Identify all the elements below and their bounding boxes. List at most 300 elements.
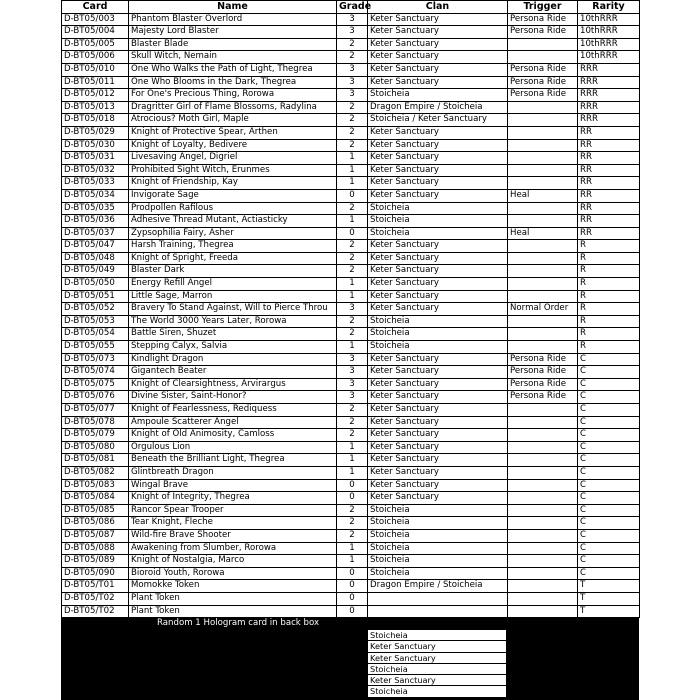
cell-name: Knight of Protective Spear, Arthen xyxy=(129,126,337,139)
cell-name: Knight of Fearlessness, Rediquess xyxy=(129,404,337,417)
cell-card: D-BT05/080 xyxy=(62,441,129,454)
cell-name: Plant Token xyxy=(129,605,337,618)
cell-grade: 0 xyxy=(337,592,368,605)
cell-grade: 3 xyxy=(337,63,368,76)
cell-rarity: R xyxy=(578,252,640,265)
cell-clan: Keter Sanctuary xyxy=(368,265,508,278)
cell-grade: 3 xyxy=(337,13,368,26)
cell-card: D-BT05/050 xyxy=(62,278,129,291)
cell-card: D-BT05/010 xyxy=(62,63,129,76)
cell-rarity: C xyxy=(578,416,640,429)
cell-trigger xyxy=(508,290,578,303)
cell-trigger xyxy=(508,164,578,177)
cell-rarity: R xyxy=(578,303,640,316)
cell-card: D-BT05/035 xyxy=(62,202,129,215)
cell-card: D-BT05/003 xyxy=(62,13,129,26)
cell-clan: Stoicheia xyxy=(368,517,508,530)
cell-grade: 2 xyxy=(337,517,368,530)
cell-rarity: RR xyxy=(578,164,640,177)
table-row xyxy=(62,492,640,505)
cell-trigger: Normal Order xyxy=(508,303,578,316)
table-body xyxy=(62,13,640,618)
table-row xyxy=(62,303,640,316)
cell-grade: 1 xyxy=(337,466,368,479)
cell-clan: Keter Sanctuary xyxy=(368,38,508,51)
cell-name: Knight of Nostalgia, Marco xyxy=(129,555,337,568)
cell-trigger: Persona Ride xyxy=(508,391,578,404)
cell-clan: Stoicheia xyxy=(368,89,508,102)
cell-clan: Keter Sanctuary xyxy=(368,479,508,492)
cell-clan: Keter Sanctuary xyxy=(368,303,508,316)
table-row xyxy=(62,466,640,479)
cell-name: Blaster Blade xyxy=(129,38,337,51)
table-row xyxy=(62,504,640,517)
table-row xyxy=(62,38,640,51)
cell-card: D-BT05/037 xyxy=(62,227,129,240)
cell-grade: 3 xyxy=(337,353,368,366)
cell-rarity: C xyxy=(578,366,640,379)
table-row xyxy=(62,454,640,467)
cell-rarity: C xyxy=(578,479,640,492)
cell-card: D-BT05/079 xyxy=(62,429,129,442)
cell-name: Wild-fire Brave Shooter xyxy=(129,529,337,542)
cell-rarity: RR xyxy=(578,139,640,152)
cell-rarity: RRR xyxy=(578,76,640,89)
cell-clan: Stoicheia xyxy=(368,215,508,228)
table-row xyxy=(62,315,640,328)
cell-trigger: Persona Ride xyxy=(508,13,578,26)
cell-trigger xyxy=(508,404,578,417)
cell-trigger: Persona Ride xyxy=(508,63,578,76)
cell-name: The World 3000 Years Later, Rorowa xyxy=(129,315,337,328)
cell-clan: Dragon Empire / Stoicheia xyxy=(368,580,508,593)
cell-grade: 1 xyxy=(337,341,368,354)
cell-name: Gigantech Beater xyxy=(129,366,337,379)
cell-grade: 1 xyxy=(337,290,368,303)
cell-rarity: RRR xyxy=(578,101,640,114)
cell-clan: Keter Sanctuary xyxy=(368,177,508,190)
cell-clan: Stoicheia xyxy=(368,567,508,580)
cell-card: D-BT05/T02 xyxy=(62,592,129,605)
cell-grade: 2 xyxy=(337,265,368,278)
cell-grade: 2 xyxy=(337,38,368,51)
header-grade: Grade xyxy=(337,1,368,14)
cell-name: Battle Siren, Shuzet xyxy=(129,328,337,341)
table-row xyxy=(62,278,640,291)
cell-card: D-BT05/085 xyxy=(62,504,129,517)
cell-rarity: C xyxy=(578,504,640,517)
cell-clan: Keter Sanctuary xyxy=(368,13,508,26)
table-row xyxy=(62,416,640,429)
cell-trigger xyxy=(508,202,578,215)
cell-trigger xyxy=(508,38,578,51)
cell-trigger xyxy=(508,529,578,542)
cell-name: Stepping Calyx, Salvia xyxy=(129,341,337,354)
cell-card: D-BT05/033 xyxy=(62,177,129,190)
cell-rarity: C xyxy=(578,429,640,442)
cell-name: Knight of Clearsightness, Arvirargus xyxy=(129,378,337,391)
cell-trigger xyxy=(508,152,578,165)
header-trigger: Trigger xyxy=(508,1,578,14)
card-list-sheet xyxy=(61,0,639,700)
cell-grade: 3 xyxy=(337,366,368,379)
cell-card: D-BT05/031 xyxy=(62,152,129,165)
cell-card: D-BT05/090 xyxy=(62,567,129,580)
cell-clan xyxy=(368,605,508,618)
cell-card: D-BT05/077 xyxy=(62,404,129,417)
cell-rarity: R xyxy=(578,341,640,354)
table-row xyxy=(62,479,640,492)
cell-card: D-BT05/018 xyxy=(62,114,129,127)
cell-card: D-BT05/005 xyxy=(62,38,129,51)
cell-grade: 3 xyxy=(337,89,368,102)
cell-card: D-BT05/051 xyxy=(62,290,129,303)
cell-name: Skull Witch, Nemain xyxy=(129,51,337,64)
cell-rarity: RR xyxy=(578,202,640,215)
cell-name: Blaster Dark xyxy=(129,265,337,278)
cell-trigger xyxy=(508,441,578,454)
cell-trigger xyxy=(508,328,578,341)
cell-rarity: R xyxy=(578,265,640,278)
cell-card: D-BT05/012 xyxy=(62,89,129,102)
cell-clan: Keter Sanctuary xyxy=(368,353,508,366)
cell-grade: 3 xyxy=(337,378,368,391)
cell-rarity: R xyxy=(578,328,640,341)
cell-grade: 3 xyxy=(337,391,368,404)
cell-name: One Who Blooms in the Dark, Thegrea xyxy=(129,76,337,89)
cell-trigger xyxy=(508,542,578,555)
cell-trigger xyxy=(508,101,578,114)
table-row xyxy=(62,328,640,341)
cell-grade: 0 xyxy=(337,580,368,593)
table-row xyxy=(62,391,640,404)
footer-area xyxy=(61,617,639,700)
cell-card: D-BT05/048 xyxy=(62,252,129,265)
cell-name: Wingal Brave xyxy=(129,479,337,492)
cell-rarity: C xyxy=(578,391,640,404)
cell-card: D-BT05/089 xyxy=(62,555,129,568)
footer-clan-row xyxy=(368,675,507,686)
cell-card: D-BT05/054 xyxy=(62,328,129,341)
cell-clan: Keter Sanctuary xyxy=(368,404,508,417)
footer-clan-row xyxy=(368,641,507,652)
cell-card: D-BT05/004 xyxy=(62,26,129,39)
cell-name: Knight of Spright, Freeda xyxy=(129,252,337,265)
cell-rarity: R xyxy=(578,240,640,253)
footer-clan-list xyxy=(367,629,507,698)
cell-clan: Keter Sanctuary xyxy=(368,51,508,64)
cell-grade: 2 xyxy=(337,51,368,64)
cell-card: D-BT05/086 xyxy=(62,517,129,530)
cell-grade: 2 xyxy=(337,240,368,253)
cell-name: Prohibited Sight Witch, Erunmes xyxy=(129,164,337,177)
cell-trigger xyxy=(508,278,578,291)
table-row xyxy=(62,592,640,605)
cell-clan: Keter Sanctuary xyxy=(368,139,508,152)
cell-trigger: Persona Ride xyxy=(508,366,578,379)
cell-card: D-BT05/036 xyxy=(62,215,129,228)
table-row xyxy=(62,567,640,580)
cell-trigger xyxy=(508,429,578,442)
cell-clan: Stoicheia xyxy=(368,341,508,354)
cell-grade: 2 xyxy=(337,252,368,265)
cell-trigger xyxy=(508,114,578,127)
cell-clan: Keter Sanctuary xyxy=(368,240,508,253)
cell-name: Zypsophilia Fairy, Asher xyxy=(129,227,337,240)
table-row xyxy=(62,240,640,253)
footer-clan-row xyxy=(368,686,507,697)
cell-trigger xyxy=(508,215,578,228)
cell-rarity: C xyxy=(578,378,640,391)
cell-clan: Keter Sanctuary xyxy=(368,152,508,165)
table-row xyxy=(62,252,640,265)
cell-clan: Keter Sanctuary xyxy=(368,441,508,454)
cell-card: D-BT05/011 xyxy=(62,76,129,89)
table-row xyxy=(62,89,640,102)
cell-card: D-BT05/052 xyxy=(62,303,129,316)
cell-grade: 2 xyxy=(337,126,368,139)
table-row xyxy=(62,378,640,391)
table-row xyxy=(62,429,640,442)
cell-rarity: RR xyxy=(578,152,640,165)
cell-card: D-BT05/047 xyxy=(62,240,129,253)
cell-clan: Stoicheia xyxy=(368,542,508,555)
cell-rarity: RR xyxy=(578,177,640,190)
cell-rarity: C xyxy=(578,517,640,530)
cell-trigger xyxy=(508,454,578,467)
cell-clan: Keter Sanctuary xyxy=(368,366,508,379)
table-row xyxy=(62,76,640,89)
cell-rarity: T xyxy=(578,592,640,605)
cell-rarity: T xyxy=(578,605,640,618)
cell-grade: 0 xyxy=(337,227,368,240)
table-row xyxy=(62,227,640,240)
cell-name: Little Sage, Marron xyxy=(129,290,337,303)
cell-grade: 2 xyxy=(337,114,368,127)
cell-grade: 2 xyxy=(337,529,368,542)
cell-rarity: C xyxy=(578,466,640,479)
cell-grade: 1 xyxy=(337,441,368,454)
cell-rarity: 10thRRR xyxy=(578,13,640,26)
cell-name: One Who Walks the Path of Light, Thegrea xyxy=(129,63,337,76)
cell-rarity: C xyxy=(578,555,640,568)
cell-name: Beneath the Brilliant Light, Thegrea xyxy=(129,454,337,467)
cell-card: D-BT05/073 xyxy=(62,353,129,366)
header-rarity: Rarity xyxy=(578,1,640,14)
cell-clan: Stoicheia / Keter Sanctuary xyxy=(368,114,508,127)
table-row xyxy=(62,353,640,366)
cell-rarity: C xyxy=(578,492,640,505)
cell-rarity: R xyxy=(578,278,640,291)
cell-grade: 0 xyxy=(337,492,368,505)
cell-name: Invigorate Sage xyxy=(129,189,337,202)
cell-card: D-BT05/087 xyxy=(62,529,129,542)
footer-clan-cell: Stoicheia xyxy=(368,686,507,697)
cell-rarity: RR xyxy=(578,227,640,240)
cell-name: Prodpollen Rafilous xyxy=(129,202,337,215)
header-name: Name xyxy=(129,1,337,14)
cell-name: Bioroid Youth, Rorowa xyxy=(129,567,337,580)
cell-trigger xyxy=(508,479,578,492)
table-row xyxy=(62,290,640,303)
cell-clan: Stoicheia xyxy=(368,504,508,517)
table-row xyxy=(62,63,640,76)
cell-name: Tear Knight, Fleche xyxy=(129,517,337,530)
table-row xyxy=(62,126,640,139)
table-row xyxy=(62,177,640,190)
cell-grade: 0 xyxy=(337,567,368,580)
cell-rarity: RR xyxy=(578,126,640,139)
table-row xyxy=(62,529,640,542)
cell-rarity: 10thRRR xyxy=(578,26,640,39)
footer-clan-row xyxy=(368,652,507,663)
cell-card: D-BT05/075 xyxy=(62,378,129,391)
cell-rarity: 10thRRR xyxy=(578,38,640,51)
cell-grade: 2 xyxy=(337,404,368,417)
table-row xyxy=(62,555,640,568)
footer-clan-cell: Keter Sanctuary xyxy=(368,675,507,686)
cell-card: D-BT05/078 xyxy=(62,416,129,429)
cell-grade: 2 xyxy=(337,202,368,215)
cell-clan: Keter Sanctuary xyxy=(368,416,508,429)
cell-grade: 1 xyxy=(337,278,368,291)
cell-grade: 0 xyxy=(337,189,368,202)
table-row xyxy=(62,189,640,202)
cell-card: D-BT05/076 xyxy=(62,391,129,404)
cell-card: D-BT05/088 xyxy=(62,542,129,555)
cell-trigger: Heal xyxy=(508,227,578,240)
cell-grade: 1 xyxy=(337,177,368,190)
cell-card: D-BT05/030 xyxy=(62,139,129,152)
cell-clan: Keter Sanctuary xyxy=(368,429,508,442)
cell-grade: 2 xyxy=(337,328,368,341)
cell-grade: 2 xyxy=(337,139,368,152)
cell-clan: Keter Sanctuary xyxy=(368,290,508,303)
table-row xyxy=(62,152,640,165)
footer-clan-cell: Stoicheia xyxy=(368,663,507,674)
cell-name: For One's Precious Thing, Rorowa xyxy=(129,89,337,102)
table-row xyxy=(62,341,640,354)
cell-card: D-BT05/053 xyxy=(62,315,129,328)
cell-grade: 1 xyxy=(337,555,368,568)
cell-trigger xyxy=(508,240,578,253)
cell-clan xyxy=(368,592,508,605)
cell-rarity: C xyxy=(578,404,640,417)
cell-trigger xyxy=(508,492,578,505)
cell-name: Orgulous Lion xyxy=(129,441,337,454)
cell-clan: Keter Sanctuary xyxy=(368,76,508,89)
cell-grade: 1 xyxy=(337,542,368,555)
cell-clan: Keter Sanctuary xyxy=(368,391,508,404)
cell-name: Energy Refill Angel xyxy=(129,278,337,291)
cell-trigger xyxy=(508,592,578,605)
cell-trigger xyxy=(508,265,578,278)
cell-clan: Keter Sanctuary xyxy=(368,278,508,291)
cell-trigger: Persona Ride xyxy=(508,26,578,39)
cell-card: D-BT05/083 xyxy=(62,479,129,492)
cell-clan: Dragon Empire / Stoicheia xyxy=(368,101,508,114)
cell-grade: 1 xyxy=(337,215,368,228)
cell-clan: Keter Sanctuary xyxy=(368,26,508,39)
cell-name: Knight of Loyalty, Bedivere xyxy=(129,139,337,152)
cell-name: Knight of Integrity, Thegrea xyxy=(129,492,337,505)
cell-clan: Stoicheia xyxy=(368,529,508,542)
cell-card: D-BT05/T01 xyxy=(62,580,129,593)
cell-rarity: 10thRRR xyxy=(578,51,640,64)
table-row xyxy=(62,542,640,555)
table-row xyxy=(62,441,640,454)
cell-name: Phantom Blaster Overlord xyxy=(129,13,337,26)
cell-trigger xyxy=(508,567,578,580)
cell-card: D-BT05/055 xyxy=(62,341,129,354)
cell-grade: 2 xyxy=(337,504,368,517)
cell-trigger xyxy=(508,580,578,593)
footer-clan-cell: Keter Sanctuary xyxy=(368,641,507,652)
cell-trigger xyxy=(508,252,578,265)
cell-trigger xyxy=(508,51,578,64)
footer-clan-row xyxy=(368,630,507,641)
cell-card: D-BT05/082 xyxy=(62,466,129,479)
table-row xyxy=(62,605,640,618)
header-card: Card xyxy=(62,1,129,14)
table-row xyxy=(62,265,640,278)
cell-name: Knight of Friendship, Kay xyxy=(129,177,337,190)
cell-trigger xyxy=(508,177,578,190)
table-row xyxy=(62,101,640,114)
cell-rarity: C xyxy=(578,542,640,555)
cell-grade: 3 xyxy=(337,76,368,89)
cell-clan: Stoicheia xyxy=(368,328,508,341)
cell-card: D-BT05/029 xyxy=(62,126,129,139)
cell-name: Bravery To Stand Against, Will to Pierce Throu xyxy=(129,303,337,316)
footer-clan-cell: Keter Sanctuary xyxy=(368,652,507,663)
cell-trigger: Heal xyxy=(508,189,578,202)
cell-card: D-BT05/T02 xyxy=(62,605,129,618)
cell-rarity: C xyxy=(578,567,640,580)
cell-name: Adhesive Thread Mutant, Actiasticky xyxy=(129,215,337,228)
cell-grade: 0 xyxy=(337,479,368,492)
cell-grade: 2 xyxy=(337,315,368,328)
cell-clan: Keter Sanctuary xyxy=(368,252,508,265)
table-row xyxy=(62,202,640,215)
cell-name: Dragritter Girl of Flame Blossoms, Radylina xyxy=(129,101,337,114)
cell-trigger xyxy=(508,315,578,328)
cell-card: D-BT05/032 xyxy=(62,164,129,177)
table-row xyxy=(62,139,640,152)
cell-grade: 3 xyxy=(337,303,368,316)
cell-trigger xyxy=(508,139,578,152)
table-row xyxy=(62,164,640,177)
cell-clan: Keter Sanctuary xyxy=(368,126,508,139)
cell-card: D-BT05/084 xyxy=(62,492,129,505)
cell-rarity: RRR xyxy=(578,63,640,76)
cell-grade: 1 xyxy=(337,164,368,177)
cell-grade: 2 xyxy=(337,101,368,114)
cell-rarity: RRR xyxy=(578,89,640,102)
cell-rarity: C xyxy=(578,441,640,454)
cell-card: D-BT05/074 xyxy=(62,366,129,379)
cell-card: D-BT05/081 xyxy=(62,454,129,467)
cell-rarity: C xyxy=(578,529,640,542)
cell-card: D-BT05/049 xyxy=(62,265,129,278)
cell-trigger xyxy=(508,555,578,568)
cell-name: Divine Sister, Saint-Honor? xyxy=(129,391,337,404)
cell-card: D-BT05/034 xyxy=(62,189,129,202)
footer-clan-body xyxy=(368,630,507,698)
cell-name: Livesaving Angel, Digriel xyxy=(129,152,337,165)
cell-name: Rancor Spear Trooper xyxy=(129,504,337,517)
cell-card: D-BT05/013 xyxy=(62,101,129,114)
